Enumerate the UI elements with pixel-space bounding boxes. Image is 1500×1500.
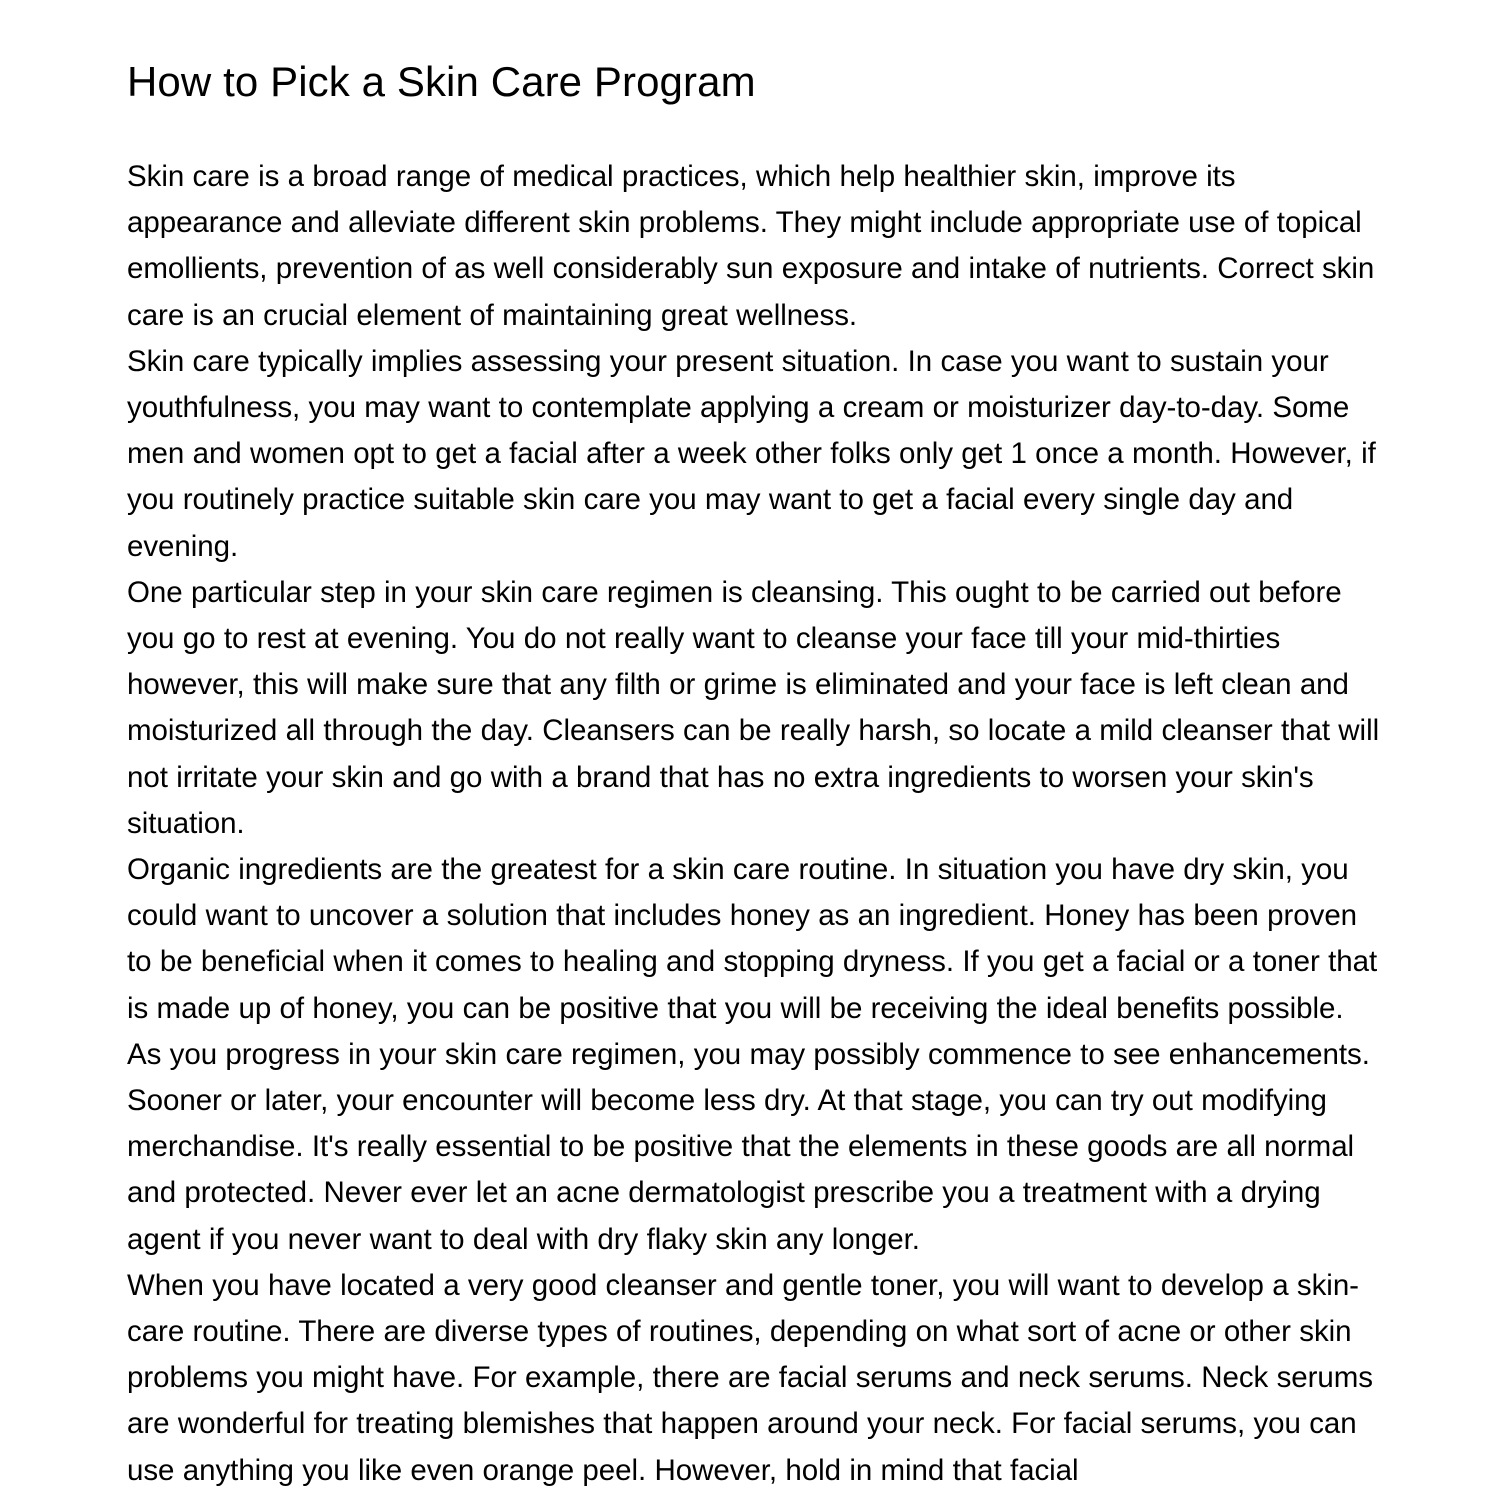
document-content (127, 154, 1380, 1494)
paragraph-3: One particular step in your skin care regimen is cleansing. This ought to be carried out before you go to rest at evening. You do not really want to cleanse your face till your mid-thirties however, this will make sure that any filth or grime is eliminated and your face is left clean and moisturized all through the day. Cleansers can be really harsh, so locate a mild cleanser that will not irritate your skin and go with a brand that has no extra ingredients to worsen your skin's situation. (127, 575, 1380, 840)
paragraph-1: Skin care is a broad range of medical practices, which help healthier skin, improve its appearance and alleviate different skin problems. They might include appropriate use of topical emollients, prevention of as well considerably sun exposure and intake of nutrients. Correct skin care is an crucial element of maintaining great wellness. (127, 160, 1375, 332)
page-title: How to Pick a Skin Care Program (127, 58, 756, 105)
paragraph-4: Organic ingredients are the greatest for a skin care routine. In situation you have dry skin, you could want to uncover a solution that includes honey as an ingredient. Honey has been proven to be beneficial when it comes to healing and stopping dryness. If you get a facial or a toner that is made up of honey, you can be positive that you will be receiving the ideal benefits possible. (127, 853, 1378, 1025)
document-body (127, 0, 1380, 1494)
paragraph-6: When you have located a very good cleanser and gentle toner, you will want to develop a skin-care routine. There are diverse types of routines, depending on what sort of acne or other skin problems you might have. For example, there are facial serums and neck serums. Neck serums are wonderful for treating blemishes that happen around your neck. For facial serums, you can use anything you like even orange peel. However, hold in mind that facial (127, 1268, 1374, 1487)
paragraph-2: Skin care typically implies assessing your present situation. In case you want to sustain your youthfulness, you may want to contemplate applying a cream or moisturizer day-to-day. Some men and women opt to get a facial after a week other folks only get 1 once a month. However, if you routinely practice suitable skin care you may want to get a facial every single day and evening. (127, 344, 1376, 563)
paragraph-5: As you progress in your skin care regimen, you may possibly commence to see enhancements. Sooner or later, your encounter will become less dry. At that stage, you can try out modifying merchandise. It's really essential to be positive that the elements in these goods are all normal and protected. Never ever let an acne dermatologist prescribe you a treatment with a drying agent if you never want to deal with dry flaky skin any longer. (127, 1037, 1370, 1256)
